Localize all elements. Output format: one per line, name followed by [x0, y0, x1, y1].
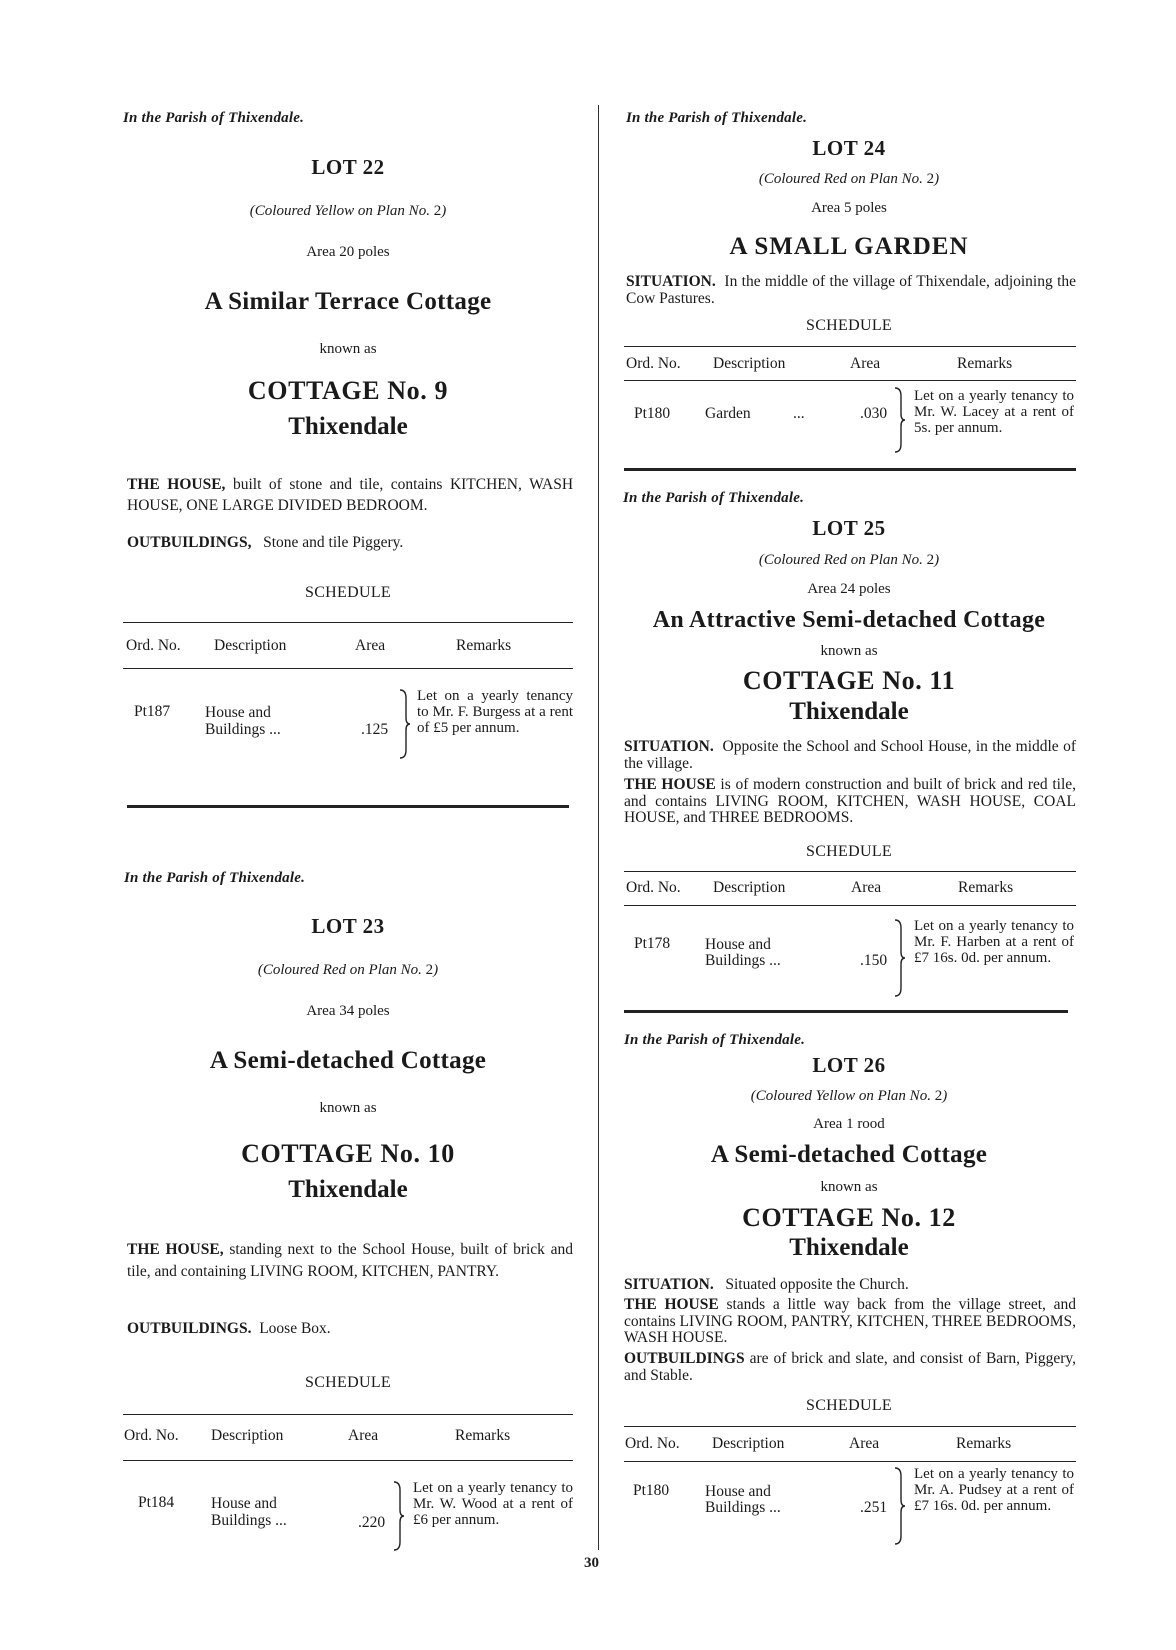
description-cell-line1: House and — [205, 704, 271, 721]
ord-no-cell: Pt180 — [634, 405, 671, 422]
col-area: Area — [348, 1427, 379, 1444]
schedule-label: SCHEDULE — [806, 843, 892, 860]
outbuildings-description: OUTBUILDINGS, Stone and tile Piggery. — [127, 534, 404, 551]
lot-area: Area 5 poles — [811, 200, 887, 216]
house-description: THE HOUSE stands a little way back from the village street, and contains LIVING ROOM, PANTRY, KITCHEN, THREE BEDROOMS, WASH HOUSE. — [624, 1296, 1077, 1346]
brace-icon — [891, 386, 907, 454]
place-name: Thixendale — [288, 413, 408, 440]
col-description: Description — [712, 1435, 785, 1452]
place-name: Thixendale — [288, 1176, 408, 1203]
brace-icon — [891, 1466, 907, 1546]
area-cell: .251 — [860, 1499, 888, 1516]
known-as: known as — [319, 341, 377, 357]
plan-colour-note: (Coloured Red on Plan No. 2) — [758, 171, 940, 187]
table-header-rule — [624, 380, 1076, 381]
lot-headline: A Similar Terrace Cottage — [204, 288, 492, 315]
col-ord-no: Ord. No. — [625, 1435, 680, 1452]
col-remarks: Remarks — [456, 637, 512, 654]
table-header-rule — [624, 905, 1076, 906]
parish-label: In the Parish of Thixendale. — [624, 1032, 806, 1048]
parish-label: In the Parish of Thixendale. — [124, 870, 306, 886]
known-as: known as — [820, 643, 878, 659]
situation-description: SITUATION. Situated opposite the Church. — [624, 1276, 909, 1293]
plan-colour-note: (Coloured Yellow on Plan No. 2) — [249, 203, 447, 219]
table-top-rule — [624, 1426, 1076, 1427]
remarks-cell: Let on a yearly tenancy to Mr. W. Wood at a rent of £6 per annum. — [413, 1480, 573, 1528]
description-cell-line2: Buildings ... — [705, 1499, 781, 1516]
col-ord-no: Ord. No. — [626, 879, 681, 896]
description-cell-line2: Buildings ... — [705, 952, 781, 969]
house-description: THE HOUSE is of modern construction and built of brick and red tile, and contains LIVING ROOM, KITCHEN, WASH HOUSE, COAL HOUSE, and THREE BEDROOMS. — [624, 776, 1077, 826]
known-as: known as — [319, 1100, 377, 1116]
brace-icon — [396, 688, 412, 760]
col-remarks: Remarks — [957, 355, 1013, 372]
ord-no-cell: Pt180 — [633, 1482, 670, 1499]
situation-description: SITUATION. Opposite the School and School House, in the middle of the village. — [624, 738, 1076, 772]
place-name: Thixendale — [789, 1234, 909, 1261]
table-bottom-rule — [624, 1010, 1068, 1013]
parish-label: In the Parish of Thixendale. — [623, 490, 805, 506]
lot-area: Area 24 poles — [807, 581, 891, 597]
place-name: Thixendale — [789, 698, 909, 725]
lot-headline: A Semi-detached Cottage — [710, 1141, 988, 1168]
lot-title: LOT 25 — [812, 516, 886, 540]
table-header-rule — [624, 1461, 1076, 1462]
plan-colour-note: (Coloured Yellow on Plan No. 2) — [750, 1088, 948, 1104]
parish-label: In the Parish of Thixendale. — [626, 110, 808, 126]
house-description: THE HOUSE, built of stone and tile, contains KITCHEN, WASH HOUSE, ONE LARGE DIVIDED BEDROOM. — [127, 476, 574, 514]
ord-no-cell: Pt187 — [134, 703, 171, 720]
schedule-label: SCHEDULE — [305, 584, 391, 601]
column-divider — [598, 105, 599, 1550]
parish-label: In the Parish of Thixendale. — [123, 110, 305, 126]
lot-title: LOT 23 — [311, 914, 385, 938]
col-area: Area — [850, 355, 881, 372]
lot-headline: A Semi-detached Cottage — [209, 1047, 487, 1074]
area-cell: .150 — [860, 952, 888, 969]
table-bottom-rule — [624, 468, 1076, 471]
col-ord-no: Ord. No. — [124, 1427, 179, 1444]
col-description: Description — [713, 355, 786, 372]
ord-no-cell: Pt178 — [634, 935, 671, 952]
col-area: Area — [849, 1435, 880, 1452]
lot-title: LOT 26 — [812, 1053, 886, 1077]
lot-headline: An Attractive Semi-detached Cottage — [652, 607, 1046, 633]
brace-icon — [390, 1480, 406, 1552]
brace-icon — [891, 918, 907, 998]
area-cell: .220 — [358, 1514, 386, 1531]
col-description: Description — [214, 637, 287, 654]
lot-area: Area 1 rood — [813, 1116, 885, 1132]
description-cell-line1: Garden — [705, 405, 751, 422]
col-ord-no: Ord. No. — [626, 355, 681, 372]
situation-description: SITUATION. In the middle of the village of Thixendale, adjoining the Cow Pastures. — [626, 273, 1077, 307]
cottage-name: COTTAGE No. 12 — [742, 1203, 956, 1232]
table-top-rule — [123, 1414, 573, 1415]
area-cell: .030 — [860, 405, 888, 422]
col-remarks: Remarks — [958, 879, 1014, 896]
col-ord-no: Ord. No. — [126, 637, 181, 654]
lot-area: Area 34 poles — [306, 1003, 390, 1019]
table-header-rule — [123, 668, 573, 669]
description-cell-line2: Buildings ... — [211, 1512, 287, 1529]
description-cell-line1: House and — [705, 936, 771, 953]
lot-title: LOT 24 — [812, 136, 886, 160]
outbuildings-description: OUTBUILDINGS. Loose Box. — [127, 1320, 331, 1337]
col-description: Description — [211, 1427, 284, 1444]
cottage-name: COTTAGE No. 10 — [241, 1139, 455, 1168]
description-cell-line2: Buildings ... — [205, 721, 281, 738]
remarks-cell: Let on a yearly tenancy to Mr. W. Lacey at a rent of 5s. per annum. — [914, 388, 1074, 436]
table-top-rule — [123, 622, 573, 623]
remarks-cell: Let on a yearly tenancy to Mr. F. Harben at a rent of £7 16s. 0d. per annum. — [914, 918, 1074, 966]
description-cell-line2: ... — [793, 405, 805, 422]
table-header-rule — [123, 1460, 573, 1461]
lot-title: LOT 22 — [311, 155, 385, 179]
schedule-label: SCHEDULE — [806, 1397, 892, 1414]
cottage-name: COTTAGE No. 9 — [247, 376, 449, 405]
lot-headline: A SMALL GARDEN — [729, 233, 969, 260]
area-cell: .125 — [361, 721, 389, 738]
description-cell-line1: House and — [705, 1483, 771, 1500]
page-number: 30 — [584, 1555, 599, 1571]
schedule-label: SCHEDULE — [806, 317, 892, 334]
table-bottom-rule — [127, 805, 569, 808]
col-remarks: Remarks — [956, 1435, 1012, 1452]
outbuildings-description: OUTBUILDINGS are of brick and slate, and consist of Barn, Piggery, and Stable. — [624, 1350, 1077, 1384]
table-top-rule — [624, 346, 1076, 347]
description-cell-line1: House and — [211, 1495, 277, 1512]
ord-no-cell: Pt184 — [138, 1494, 175, 1511]
schedule-label: SCHEDULE — [305, 1374, 391, 1391]
col-description: Description — [713, 879, 786, 896]
remarks-cell: Let on a yearly tenancy to Mr. F. Burgess at a rent of £5 per annum. — [417, 688, 573, 736]
known-as: known as — [820, 1179, 878, 1195]
col-area: Area — [851, 879, 882, 896]
col-remarks: Remarks — [455, 1427, 511, 1444]
cottage-name: COTTAGE No. 11 — [742, 666, 956, 695]
plan-colour-note: (Coloured Red on Plan No. 2) — [758, 552, 940, 568]
house-description: THE HOUSE, standing next to the School House, built of brick and tile, and containing LIVING ROOM, KITCHEN, PANTRY. — [127, 1241, 574, 1280]
lot-area: Area 20 poles — [306, 244, 390, 260]
col-area: Area — [355, 637, 386, 654]
table-top-rule — [624, 871, 1076, 872]
plan-colour-note: (Coloured Red on Plan No. 2) — [257, 962, 439, 978]
remarks-cell: Let on a yearly tenancy to Mr. A. Pudsey at a rent of £7 16s. 0d. per annum. — [914, 1466, 1074, 1514]
